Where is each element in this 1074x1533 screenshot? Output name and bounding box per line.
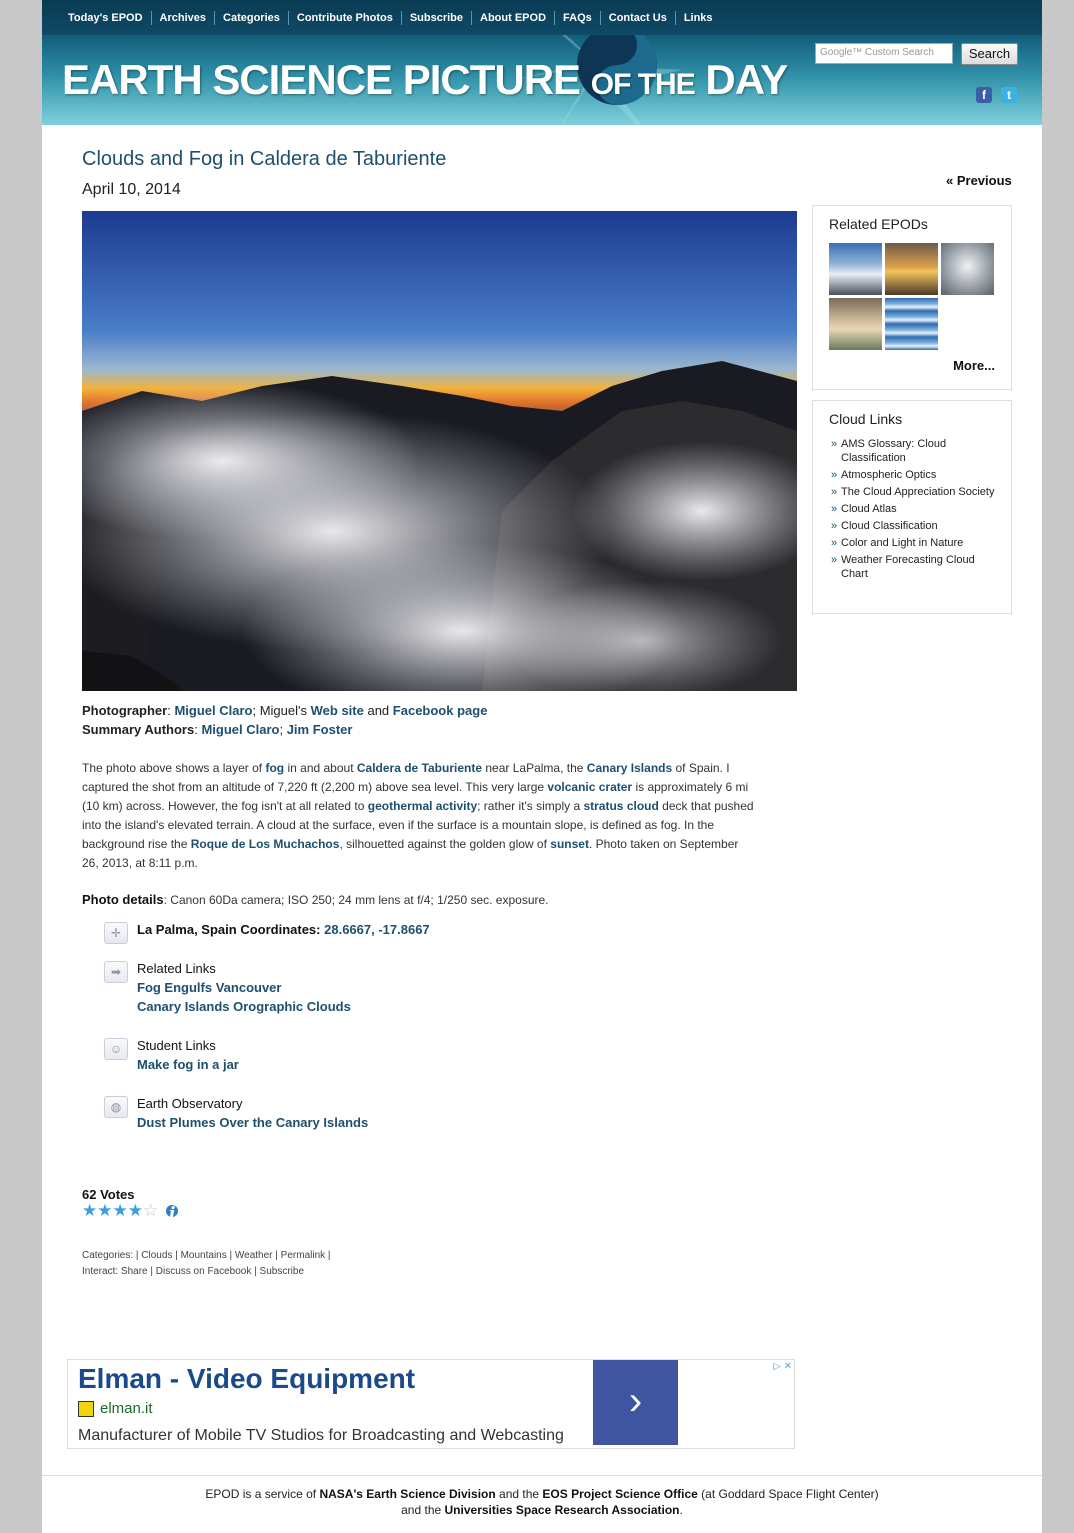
website-link[interactable]: Web site — [310, 703, 364, 718]
related-thumbnail[interactable] — [829, 298, 882, 350]
cloud-link[interactable]: » The Cloud Appreciation Society — [831, 485, 1001, 499]
authors-line: Summary Authors: Miguel Claro; Jim Foster — [82, 722, 353, 737]
ad-site[interactable]: elman.it — [78, 1400, 153, 1417]
related-thumbnail[interactable] — [885, 298, 938, 350]
glossary-link[interactable]: geothermal activity — [367, 799, 478, 813]
nav-todays-epod[interactable]: Today's EPOD — [60, 11, 152, 25]
previous-link[interactable]: « Previous — [946, 173, 1012, 188]
glossary-link[interactable]: Roque de Los Muchachos — [190, 837, 340, 851]
related-thumbnail[interactable] — [941, 243, 994, 295]
photographer-line: Photographer: Miguel Claro; Miguel's Web site and Facebook page — [82, 703, 488, 718]
site-title[interactable]: EARTH SCIENCE PICTURE OF THE DAY — [62, 56, 788, 103]
info-icon[interactable]: i — [166, 1205, 178, 1217]
star-filled-icon[interactable]: ★ — [127, 1201, 143, 1220]
rating-stars[interactable] — [82, 1201, 178, 1224]
nav-archives[interactable]: Archives — [152, 11, 215, 25]
site-header — [42, 0, 1042, 125]
vote-count: 62 Votes — [82, 1187, 135, 1202]
categories-block: Categories: | Clouds | Mountains | Weather | Permalink | Interact: Share | Discuss on Facebook | Subscribe — [82, 1250, 331, 1277]
glossary-link[interactable]: Canary Islands — [586, 761, 673, 775]
student-links-group: ☺ Student Links Make fog in a jar — [104, 1036, 604, 1076]
arrow-right-icon: ➡ — [104, 961, 128, 983]
ad-title[interactable]: Elman - Video Equipment — [78, 1363, 416, 1394]
eos-link[interactable]: EOS Project Science Office — [542, 1487, 698, 1501]
nav-contribute-photos[interactable]: Contribute Photos — [289, 11, 402, 25]
ad-favicon-icon — [78, 1401, 94, 1417]
photographer-link[interactable]: Miguel Claro — [174, 703, 253, 718]
globe-icon: ◍ — [104, 1096, 128, 1118]
page — [42, 0, 1042, 1533]
usra-link[interactable]: Universities Space Research Association — [444, 1503, 680, 1517]
cloud-link[interactable]: » AMS Glossary: Cloud Classification — [831, 437, 1001, 465]
share-link[interactable]: Share — [120, 1266, 148, 1277]
facebook-icon[interactable]: f — [976, 87, 992, 103]
cloud-links-title: Cloud Links — [829, 411, 903, 427]
cloud-link[interactable]: » Atmospheric Optics — [831, 468, 1001, 482]
earth-observatory-group: ◍ Earth Observatory Dust Plumes Over the Canary Islands — [104, 1094, 604, 1134]
nasa-link[interactable]: NASA's Earth Science Division — [319, 1487, 496, 1501]
coordinates-link[interactable]: 28.6667, -17.8667 — [324, 922, 430, 937]
cloud-link[interactable]: » Cloud Classification — [831, 519, 1001, 533]
category-link[interactable]: Weather — [234, 1250, 273, 1261]
related-links-group: ➡ Related Links Fog Engulfs Vancouver Canary Islands Orographic Clouds — [104, 959, 604, 1019]
nav-subscribe[interactable]: Subscribe — [402, 11, 472, 25]
facebook-page-link[interactable]: Facebook page — [392, 703, 488, 718]
related-thumbnail[interactable] — [829, 243, 882, 295]
more-related-link[interactable]: More... — [953, 358, 995, 373]
cloud-links-list — [831, 437, 1001, 584]
author-link[interactable]: Miguel Claro — [201, 722, 280, 737]
article — [82, 148, 797, 1277]
glossary-link[interactable]: volcanic crater — [547, 780, 633, 794]
glossary-link[interactable]: fog — [265, 761, 285, 775]
nav-about-epod[interactable]: About EPOD — [472, 11, 555, 25]
star-filled-icon[interactable]: ★ — [97, 1201, 113, 1220]
related-link[interactable]: Fog Engulfs Vancouver — [137, 980, 282, 995]
glossary-link[interactable]: sunset — [550, 837, 589, 851]
star-filled-icon[interactable]: ★ — [82, 1201, 98, 1220]
cloud-link[interactable]: » Weather Forecasting Cloud Chart — [831, 553, 1001, 581]
site-footer: EPOD is a service of NASA's Earth Science Division and the EOS Project Science Office (at Goddard Space Flight Center) and the Universities Space Research Association. — [42, 1475, 1042, 1518]
nav-links[interactable]: Links — [683, 11, 713, 24]
search-button[interactable]: Search — [961, 43, 1018, 65]
location-group: ✛ La Palma, Spain Coordinates: 28.6667, -17.8667 — [104, 920, 604, 946]
related-link[interactable]: Canary Islands Orographic Clouds — [137, 999, 351, 1014]
earth-observatory-link[interactable]: Dust Plumes Over the Canary Islands — [137, 1115, 369, 1130]
related-epods-title: Related EPODs — [829, 216, 928, 232]
article-date: April 10, 2014 — [82, 181, 181, 198]
location-pin-icon: ✛ — [104, 922, 128, 944]
top-nav — [42, 0, 1042, 35]
chevron-right-icon[interactable]: › — [593, 1360, 678, 1445]
nav-contact-us[interactable]: Contact Us — [601, 11, 676, 25]
students-icon: ☺ — [104, 1038, 128, 1060]
cloud-link[interactable]: » Color and Light in Nature — [831, 536, 1001, 550]
star-rating[interactable] — [82, 1202, 158, 1220]
discuss-facebook-link[interactable]: Discuss on Facebook — [155, 1266, 252, 1277]
star-empty-icon[interactable]: ☆ — [143, 1201, 159, 1220]
subscribe-link[interactable]: Subscribe — [259, 1266, 304, 1277]
glossary-link[interactable]: Caldera de Taburiente — [356, 761, 483, 775]
main-photo[interactable] — [82, 211, 797, 691]
cloud-link[interactable]: » Cloud Atlas — [831, 502, 1001, 516]
star-filled-icon[interactable]: ★ — [112, 1201, 128, 1220]
permalink-link[interactable]: Permalink — [280, 1250, 326, 1261]
ad-close-icon[interactable]: ▷ ✕ — [773, 1361, 792, 1372]
page-title: Clouds and Fog in Caldera de Taburiente — [82, 148, 447, 170]
ad-description: Manufacturer of Mobile TV Studios for Broadcasting and Webcasting — [78, 1427, 564, 1444]
twitter-icon[interactable]: t — [1001, 87, 1017, 103]
author-link[interactable]: Jim Foster — [286, 722, 353, 737]
photo-details: Photo details: Canon 60Da camera; ISO 250; 24 mm lens at f/4; 1/250 sec. exposure. — [82, 892, 549, 907]
ad-banner[interactable] — [67, 1359, 795, 1449]
category-link[interactable]: Mountains — [180, 1250, 227, 1261]
nav-categories[interactable]: Categories — [215, 11, 289, 25]
cloud-links-box — [812, 400, 1012, 614]
student-link[interactable]: Make fog in a jar — [137, 1057, 239, 1072]
category-link[interactable]: Clouds — [141, 1250, 173, 1261]
related-thumbnail[interactable] — [885, 243, 938, 295]
search-input[interactable]: Google™ Custom Search — [815, 43, 953, 64]
nav-faqs[interactable]: FAQs — [555, 11, 601, 25]
related-epods-box — [812, 205, 1012, 390]
glossary-link[interactable]: stratus cloud — [583, 799, 659, 813]
summary-text: The photo above shows a layer of fog in and about Caldera de Taburiente near LaPalma, the Canary Islands of Spain. I captured the shot from an altitude of 7,220 ft (2,200 m) above sea level. This very large volcanic crater is approximately 6 mi (10 km) across. However, the fog isn't at all related to geothermal activity; rather it's simply a stratus cloud deck that pushed into the island's elevated terrain. A cloud at the surface, even if the surface is a mountain slope, is defined as fog. In the background rise the Roque de Los Muchachos, silhouetted against the golden glow of sunset. Photo taken on September 26, 2013, at 8:11 p.m. — [82, 761, 754, 870]
